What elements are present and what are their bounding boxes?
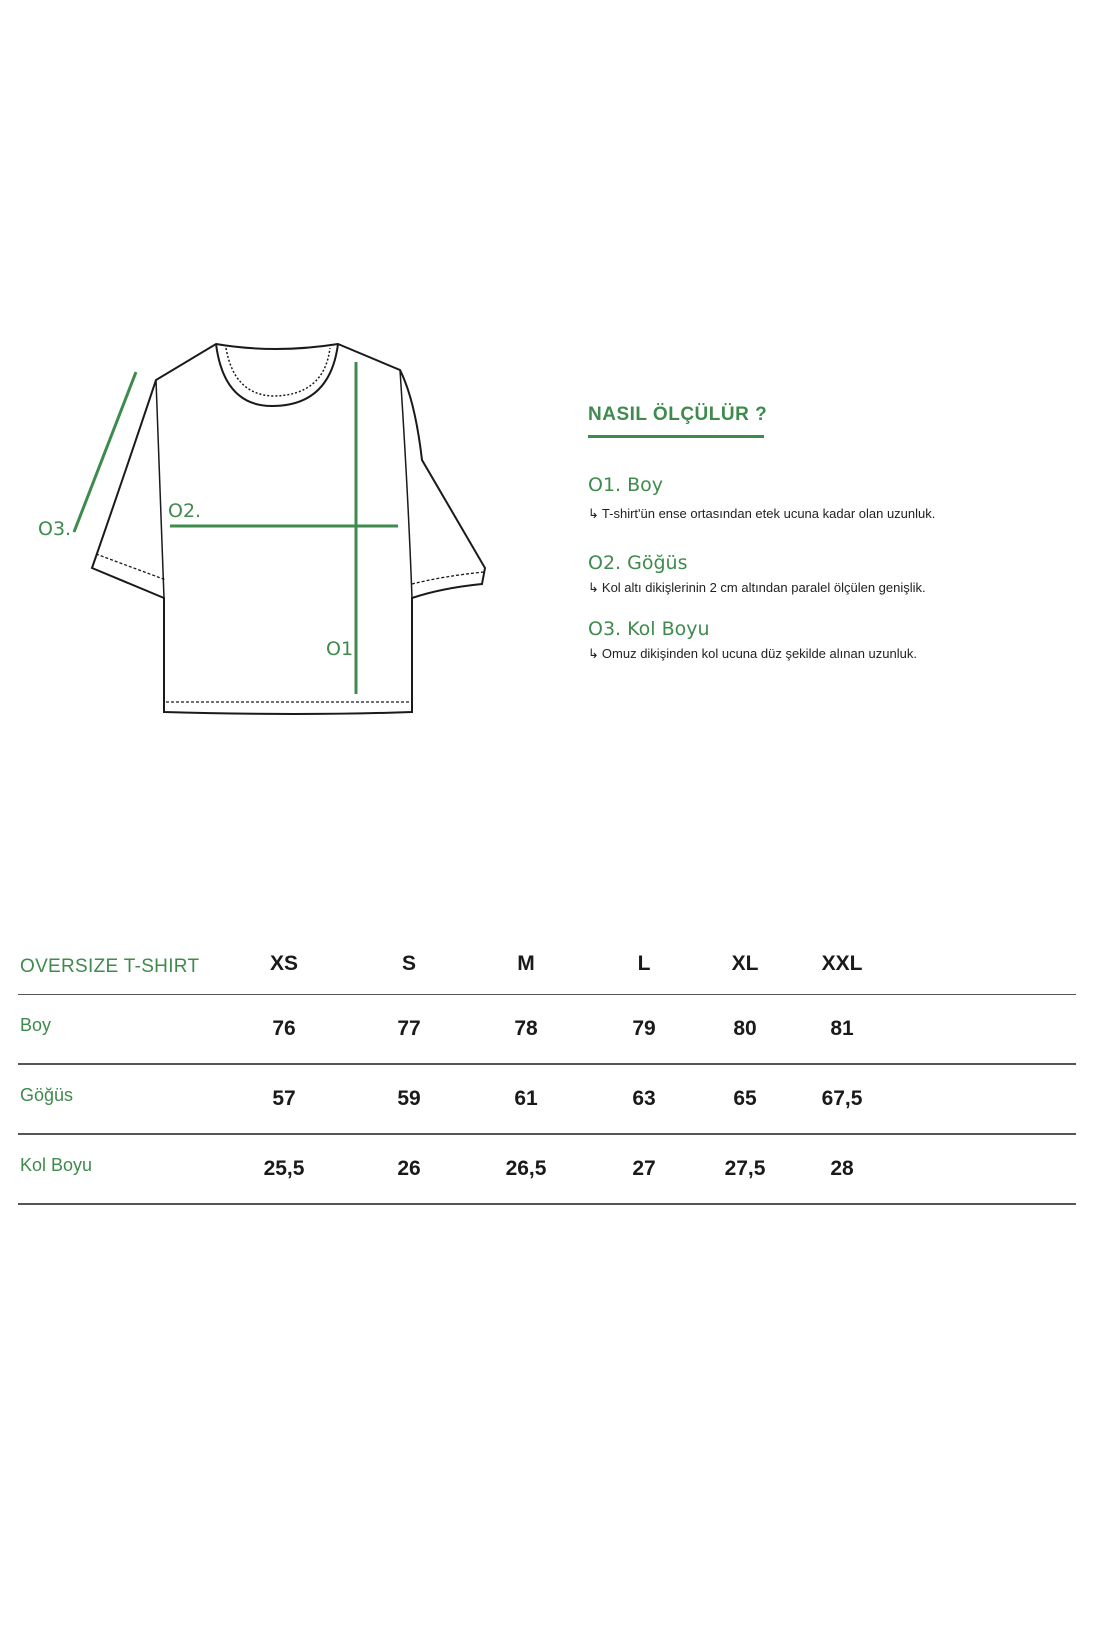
table-cell: 59 [397,1087,421,1110]
measure-item-desc [588,580,926,596]
measure-item-desc [588,506,935,522]
size-chart-table [18,950,1076,1205]
how-to-measure-title: NASIL ÖLÇÜLÜR ? [588,404,768,425]
size-header-xs: XS [269,952,298,975]
measure-item-desc-text: Omuz dikişinden kol ucuna düz şekilde alınan uzunluk. [601,646,917,661]
row-label: Göğüs [20,1085,74,1105]
size-header-s: S [401,952,416,975]
arrow-icon: ↳ [588,580,599,595]
table-cell: 26,5 [505,1157,547,1180]
table-cell: 65 [733,1087,757,1110]
label-o2: O2. [168,500,202,522]
size-header-xxl: XXL [821,952,863,975]
table-cell: 61 [514,1087,538,1110]
left-armhole [156,380,164,598]
table-cell: 80 [733,1017,757,1040]
measure-item-desc [588,646,917,662]
table-cell: 27 [632,1157,656,1180]
right-sleeve-hem [412,572,484,584]
row-label: Boy [20,1015,52,1035]
arrow-icon: ↳ [588,506,599,521]
tshirt-illustration [0,340,560,760]
table-cell: 63 [632,1087,656,1110]
table-cell: 67,5 [821,1087,863,1110]
size-header-l: L [637,952,651,975]
measure-o3-line [74,372,136,532]
table-row [18,995,1076,1065]
tshirt-diagram [0,340,560,760]
label-o3: O3. [38,518,72,540]
table-title: OVERSIZE T-SHIRT [20,956,200,977]
size-header-m: M [517,952,535,975]
table-cell: 79 [632,1017,656,1040]
measure-item-title: O3. Kol Boyu [588,618,710,640]
table-cell: 27,5 [724,1157,766,1180]
collar-inner [226,348,330,396]
measure-item-desc-text: Kol altı dikişlerinin 2 cm altından paralel ölçülen genişlik. [601,580,926,595]
table-cell: 81 [830,1017,854,1040]
table-cell: 28 [830,1157,854,1180]
table-cell: 76 [272,1017,296,1040]
table-cell: 78 [514,1017,538,1040]
title-underline [588,435,764,438]
measure-item-o2 [588,552,926,596]
table-cell: 25,5 [263,1157,305,1180]
table-cell: 57 [272,1087,296,1110]
label-o1: O1. [326,638,360,660]
arrow-icon: ↳ [588,646,599,661]
left-sleeve-hem [96,554,166,580]
table-row [18,1135,1076,1205]
measure-item-desc-text: T-shirt'ün ense ortasından etek ucuna kadar olan uzunluk. [601,506,936,521]
measure-item-o1 [588,474,935,522]
size-header-xl: XL [731,952,759,975]
collar-outer [216,344,338,406]
row-label: Kol Boyu [20,1155,93,1175]
right-armhole [400,370,412,598]
table-cell: 26 [397,1157,421,1180]
measure-item-o3 [588,618,917,662]
measure-item-title: O1. Boy [588,474,664,496]
table-cell: 77 [397,1017,421,1040]
table-row [18,1065,1076,1135]
how-to-measure-section [588,404,1068,661]
table-header-row [18,950,1076,995]
tshirt-outline [92,344,485,714]
measure-item-title: O2. Göğüs [588,552,688,574]
